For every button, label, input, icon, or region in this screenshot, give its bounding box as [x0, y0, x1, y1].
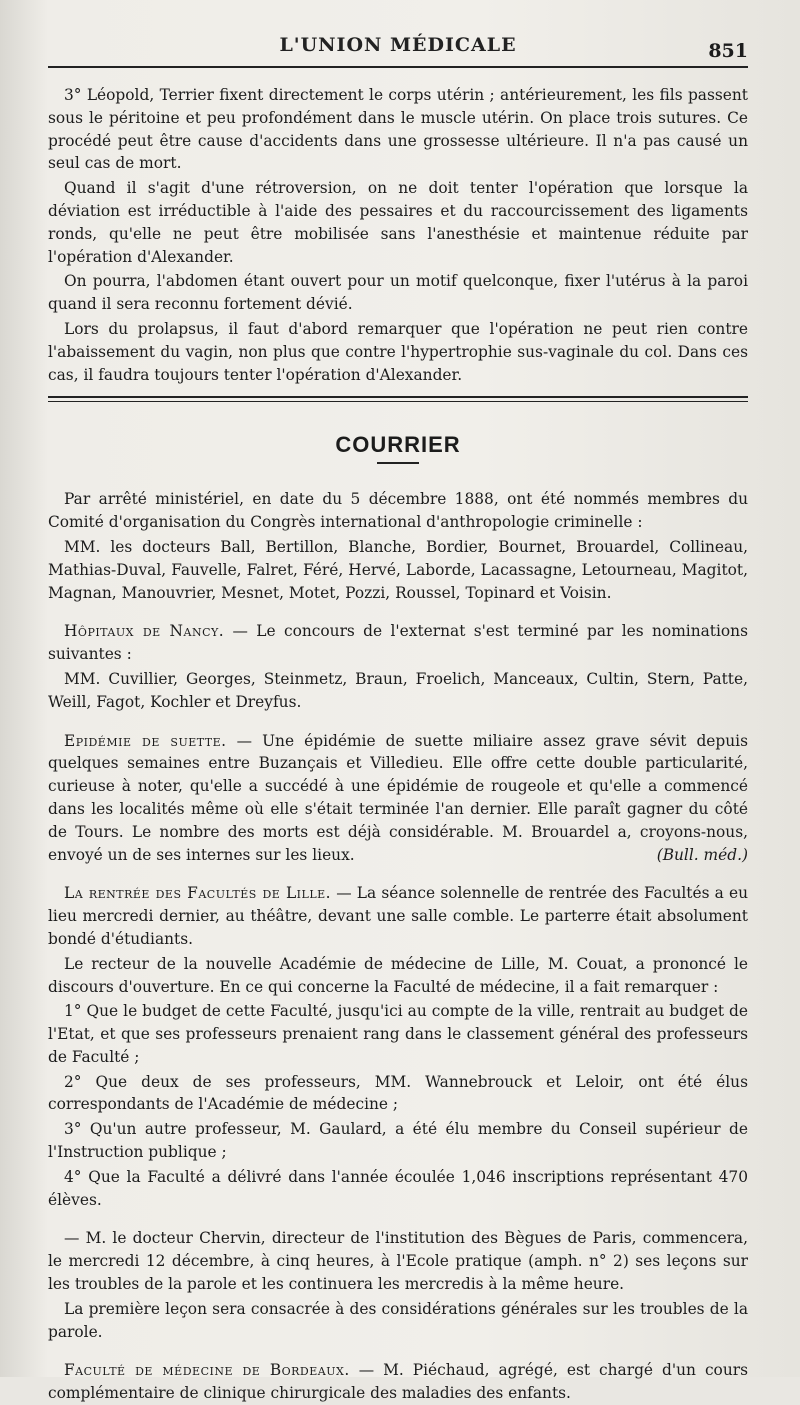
paragraph: Lors du prolapsus, il faut d'abord remarquer que l'opération ne peut rien contre l'abaissement du vagin, non plus que contre l'hypertrophie sus-vaginale du col. Dans ces cas, il faudra toujours tenter l'opération d'Alexander.	[48, 319, 748, 384]
paragraph: La première leçon sera consacrée à des considérations générales sur les troubles de la parole.	[48, 1299, 748, 1341]
news-text: — La séance solennelle de rentrée des Facultés a eu lieu mercredi dernier, au théâtre, devant une salle comble. Le parterre était absolument bondé d'étudiants.	[48, 884, 748, 948]
news-item-bordeaux	[48, 1359, 748, 1405]
list-item: 2° Que deux de ses professeurs, MM. Wannebrouck et Leloir, ont été élus correspondants de l'Académie de médecine ;	[48, 1072, 748, 1114]
news-item-lille	[48, 882, 748, 950]
news-text: — Le concours de l'externat s'est terminé par les nominations suivantes :	[48, 622, 748, 664]
news-heading: Faculté de médecine de Bordeaux.	[64, 1361, 350, 1380]
paragraph: Le recteur de la nouvelle Académie de médecine de Lille, M. Couat, a prononcé le discours d'ouverture. En ce qui concerne la Faculté de médecine, il a fait remarquer :	[48, 954, 748, 996]
title-rule	[377, 462, 419, 464]
section-title: COURRIER	[335, 432, 461, 458]
paragraph: 3° Léopold, Terrier fixent directement le corps utérin ; antérieurement, les fils passent sous le péritoine et peu profondément dans le muscle utérin. On place trois sutures. Ce procédé peut être cause d'accidents dans une grossesse ultérieure. Il n'a pas causé un seul cas de mort.	[48, 86, 748, 173]
page-number: 851	[708, 40, 748, 62]
section-divider	[48, 396, 748, 402]
list-item: 4° Que la Faculté a délivré dans l'année écoulée 1,046 inscriptions représentant 470 élèves.	[48, 1167, 748, 1209]
list-item: 3° Qu'un autre professeur, M. Gaulard, a été élu membre du Conseil supérieur de l'Instruction publique ;	[48, 1120, 748, 1162]
news-text: — M. Piéchaud, agrégé, est chargé d'un cours complémentaire de clinique chirurgicale des maladies des enfants.	[48, 1361, 748, 1403]
news-text: — Une épidémie de suette miliaire assez grave sévit depuis quelques semaines entre Buzançais et Villedieu. Elle offre cette double particularité, curieuse à noter, qu'elle a succédé à une épidémie de rougeole et qu'elle a commencé dans les localités même où elle s'était terminée l'an dernier. Elle paraît gagner du côté de Tours. Le nombre des morts est déjà considérable. M. Brouardel a, croyons-nous, envoyé un de ses internes sur les lieux.	[48, 731, 748, 864]
news-item-suette	[48, 730, 748, 867]
paragraph: Quand il s'agit d'une rétroversion, on ne doit tenter l'opération que lorsque la déviation est irréductible à l'aide des pessaires et du raccourcissement des ligaments ronds, qu'elle ne peut être mobilisée sans l'anesthésie et maintenue réduite par l'opération d'Alexander.	[48, 179, 748, 266]
list-item: 1° Que le budget de cette Faculté, jusqu'ici au compte de la ville, rentrait au budget de l'Etat, et que ses professeurs prenaient rang dans le classement général des professeurs de Faculté ;	[48, 1002, 748, 1066]
page-header	[48, 0, 748, 70]
news-heading: Hôpitaux de Nancy.	[64, 622, 225, 641]
running-title: L'UNION MÉDICALE	[279, 34, 517, 56]
paragraph: MM. les docteurs Ball, Bertillon, Blanche, Bordier, Bournet, Brouardel, Collineau, Mathias-Duval, Fauvelle, Falret, Féré, Hervé, Laborde, Lacassagne, Letourneau, Magitot, Magnan, Manouvrier, Mesnet, Motet, Pozzi, Roussel, Topinard et Voisin.	[48, 537, 748, 602]
news-item-chervin: — M. le docteur Chervin, directeur de l'institution des Bègues de Paris, commencera, le mercredi 12 décembre, à cinq heures, à l'Ecole pratique (amph. n° 2) ses leçons sur les troubles de la parole et les continuera les mercredis à la même heure.	[48, 1229, 748, 1294]
paragraph: Par arrêté ministériel, en date du 5 décembre 1888, ont été nommés membres du Comité d'organisation du Congrès international d'anthropologie criminelle :	[48, 490, 748, 532]
header-rule	[48, 66, 748, 68]
paragraph: On pourra, l'abdomen étant ouvert pour un motif quelconque, fixer l'utérus à la paroi quand il sera reconnu fortement dévié.	[48, 272, 748, 314]
news-heading: La rentrée des Facultés de Lille.	[64, 884, 332, 903]
source-citation: (Bull. méd.)	[656, 845, 748, 864]
courrier-section	[48, 488, 748, 1405]
paragraph: MM. Cuvillier, Georges, Steinmetz, Braun, Froelich, Manceaux, Cultin, Stern, Patte, Weill, Fagot, Kochler et Dreyfus.	[48, 669, 748, 711]
news-item-nancy	[48, 620, 748, 666]
article-conclusion	[48, 70, 748, 386]
news-heading: Epidémie de suette.	[64, 731, 227, 750]
